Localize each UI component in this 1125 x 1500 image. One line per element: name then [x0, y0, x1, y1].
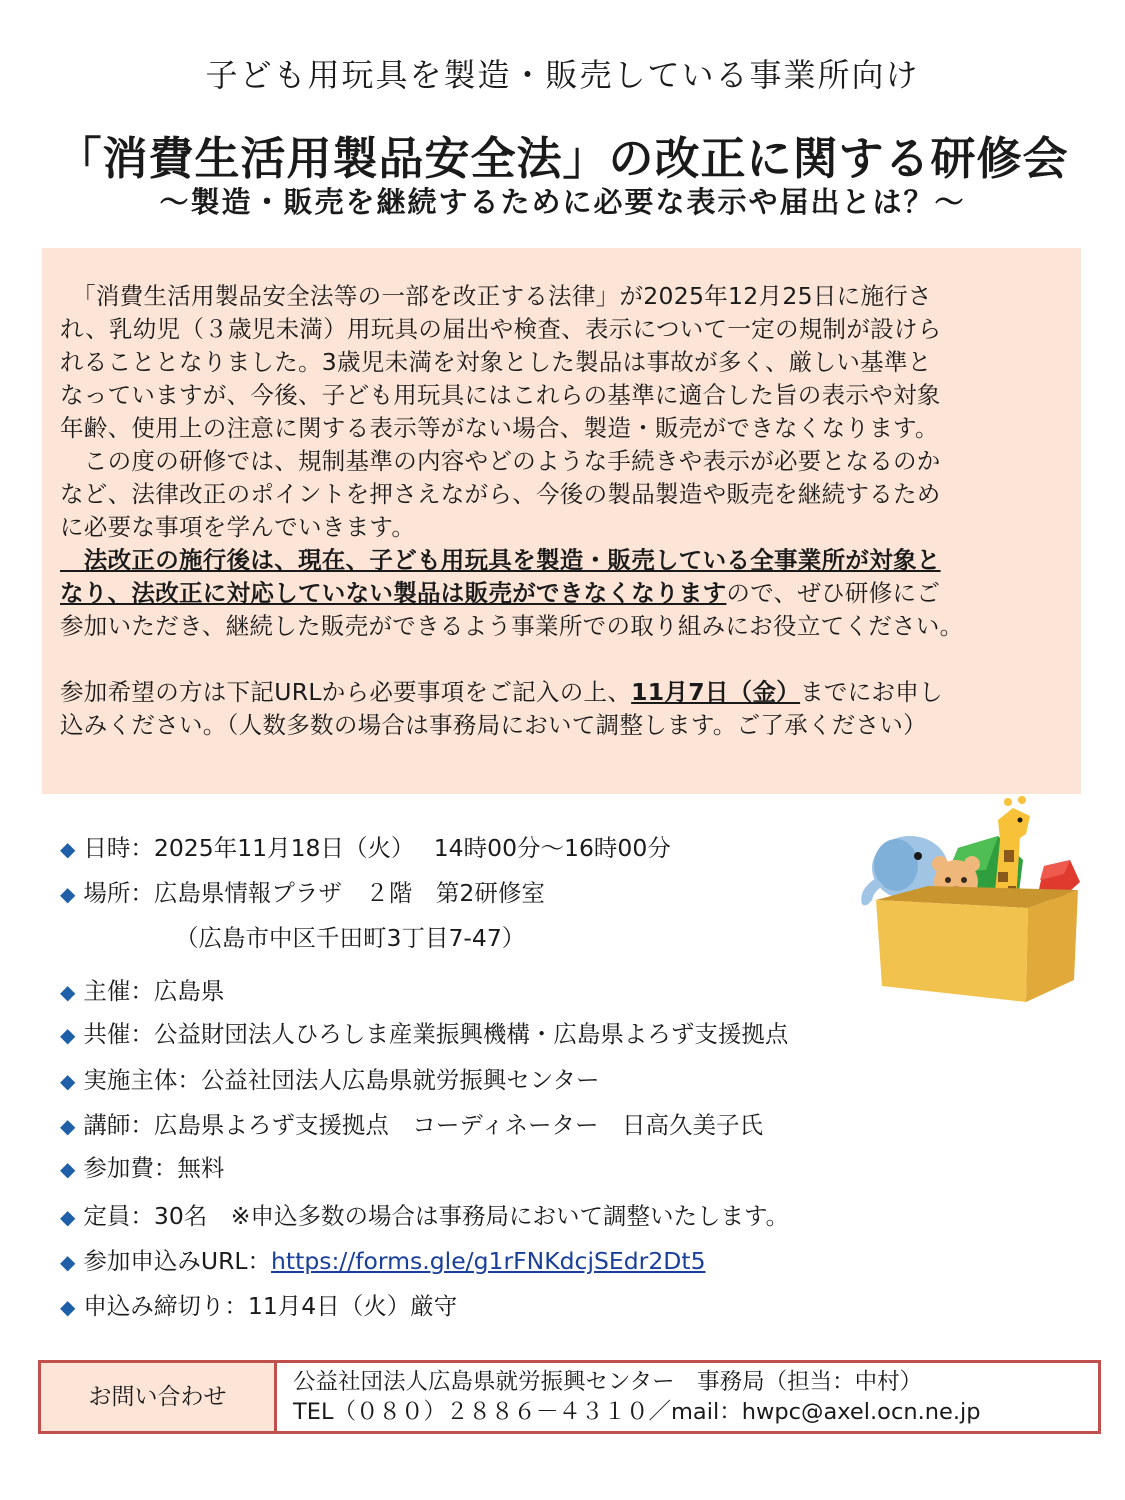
detail-value: 公益財団法人ひろしま産業振興機構・広島県よろず支援拠点: [153, 1020, 789, 1048]
toy-box-illustration: [848, 790, 1088, 1005]
diamond-bullet-icon: ◆: [60, 1205, 76, 1229]
diamond-bullet-icon: ◆: [60, 1295, 76, 1319]
detail-capacity: [60, 1201, 789, 1232]
intro-box: [42, 248, 1081, 794]
diamond-bullet-icon: ◆: [60, 1114, 76, 1138]
detail-label: 参加申込みURL：: [83, 1247, 272, 1275]
detail-value: 11月4日（火）厳守: [247, 1292, 458, 1320]
detail-value: 広島県よろず支援拠点 コーディネーター 日高久美子氏: [153, 1111, 764, 1139]
contact-organization: 公益社団法人広島県就労振興センター 事務局（担当：中村）: [293, 1369, 923, 1395]
detail-label: 場所：: [83, 879, 154, 907]
detail-label: 定員：: [83, 1202, 154, 1230]
diamond-bullet-icon: ◆: [60, 1069, 76, 1093]
intro-text: [60, 280, 1070, 742]
detail-venue: [60, 878, 545, 909]
registration-link[interactable]: https://forms.gle/g1rFNKdcjSEdr2Dt5: [271, 1247, 706, 1275]
apply-text: 参加希望の方は下記URLから必要事項をご記入の上、: [60, 678, 632, 706]
intro-line: など、法律改正のポイントを押さえながら、今後の製品製造や販売を継続するため: [60, 480, 941, 508]
contact-phone-mail: TEL（０８０）２８８６－４３１０／mail：hwpc@axel.ocn.ne.jp: [293, 1399, 981, 1425]
detail-deadline: [60, 1291, 457, 1322]
intro-line: れ、乳幼児（３歳児未満）用玩具の届出や検査、表示について一定の規制が設けら: [60, 315, 942, 343]
intro-line: 「消費生活用製品安全法等の一部を改正する法律」が2025年12月25日に施行さ: [60, 282, 932, 310]
intro-line: なっていますが、今後、子ども用玩具にはこれらの基準に適合した旨の表示や対象: [60, 381, 941, 409]
detail-organizer: [60, 976, 224, 1007]
diamond-bullet-icon: ◆: [60, 1250, 76, 1274]
detail-value: （広島市中区千田町3丁目7-47）: [175, 924, 526, 952]
contact-box: [38, 1360, 1101, 1434]
diamond-bullet-icon: ◆: [60, 1157, 76, 1181]
toy-box-icon: [848, 790, 1088, 1005]
emphasis-text: 法改正の施行後は、現在、子ども用玩具を製造・販売している全事業所が対象と: [60, 546, 941, 574]
detail-label: 講師：: [83, 1111, 154, 1139]
intro-line: れることとなりました。3歳児未満を対象とした製品は事故が多く、厳しい基準と: [60, 348, 932, 376]
intro-text-rest: ので、ぜひ研修にご: [726, 579, 941, 607]
emphasis-text: なり、法改正に対応していない製品は販売ができなくなります: [60, 579, 727, 607]
detail-address: [175, 923, 525, 953]
detail-label: 実施主体：: [83, 1066, 201, 1094]
detail-label: 申込み締切り：: [83, 1292, 248, 1320]
detail-value: 広島県情報プラザ ２階 第2研修室: [153, 879, 545, 907]
diamond-bullet-icon: ◆: [60, 1023, 76, 1047]
detail-value: 無料: [177, 1154, 225, 1182]
detail-label: 共催：: [83, 1020, 154, 1048]
intro-line: 年齢、使用上の注意に関する表示等がない場合、製造・販売ができなくなります。: [60, 414, 939, 442]
detail-value: 公益社団法人広島県就労振興センター: [200, 1066, 600, 1094]
page-subtitle: ～製造・販売を継続するために必要な表示や届出とは？～: [159, 185, 966, 219]
apply-line: 込みください。（人数多数の場合は事務局において調整します。ご了承ください）: [60, 711, 927, 739]
emphasis-line: [60, 544, 1070, 577]
apply-text-post: までにお申し: [800, 678, 943, 706]
detail-date: [60, 833, 671, 864]
apply-deadline: 11月7日（金）: [631, 678, 801, 706]
detail-cosponsor: [60, 1019, 788, 1050]
detail-label: 参加費：: [83, 1154, 178, 1182]
detail-lecturer: [60, 1110, 763, 1141]
event-audience: 子ども用玩具を製造・販売している事業所向け: [205, 56, 920, 94]
detail-fee: [60, 1153, 224, 1184]
detail-label: 日時：: [83, 834, 154, 862]
contact-label: お問い合わせ: [41, 1363, 277, 1431]
contact-details: [293, 1367, 981, 1427]
detail-value: 2025年11月18日（火） 14時00分～16時00分: [153, 834, 671, 862]
detail-label: 主催：: [83, 977, 154, 1005]
diamond-bullet-icon: ◆: [60, 980, 76, 1004]
detail-value: 広島県: [153, 977, 225, 1005]
intro-line: 参加いただき、継続した販売ができるよう事業所での取り組みにお役立てください。: [60, 612, 964, 640]
detail-url: [60, 1246, 706, 1277]
intro-line: に必要な事項を学んでいきます。: [60, 513, 416, 541]
page-title: 「消費生活用製品安全法」の改正に関する研修会: [56, 132, 1069, 185]
intro-line: この度の研修では、規制基準の内容やどのような手続きや表示が必要となるのか: [60, 447, 941, 475]
diamond-bullet-icon: ◆: [60, 882, 76, 906]
emphasis-line: [60, 577, 1070, 610]
diamond-bullet-icon: ◆: [60, 837, 76, 861]
detail-host: [60, 1065, 599, 1096]
apply-line: [60, 676, 1070, 709]
detail-value: 30名 ※申込多数の場合は事務局において調整いたします。: [153, 1202, 790, 1230]
